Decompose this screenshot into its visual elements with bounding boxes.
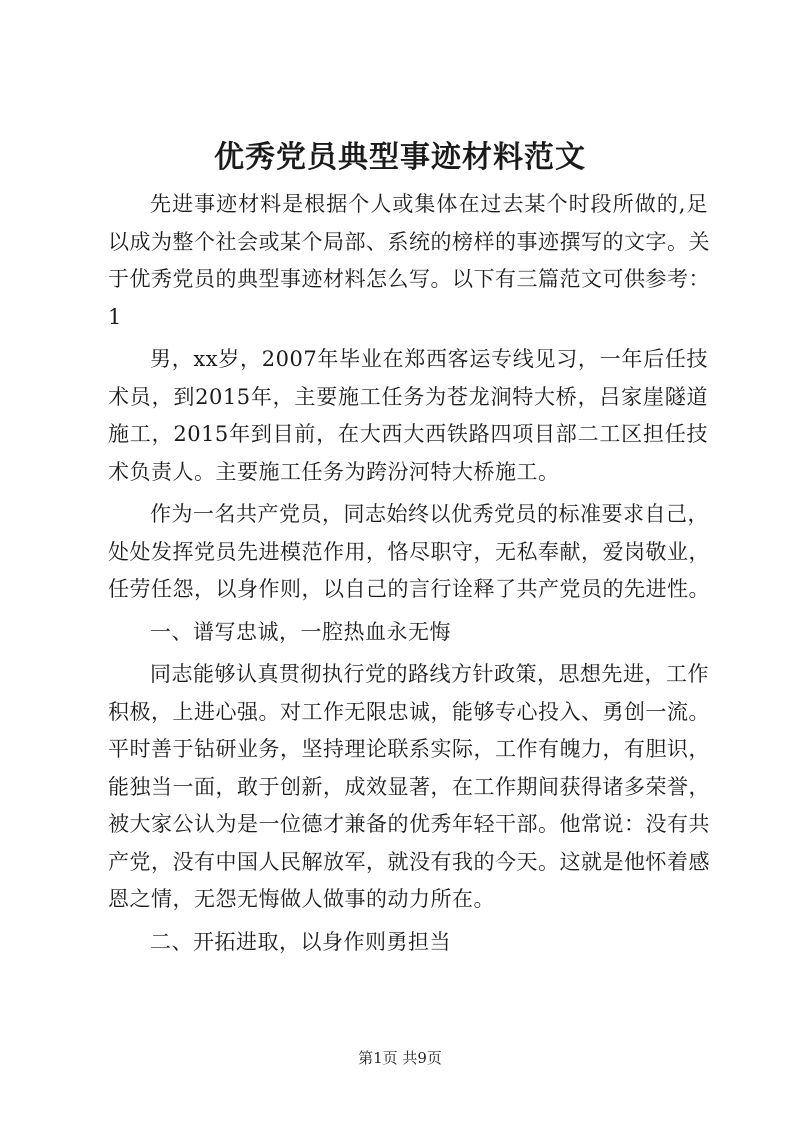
paragraph-line: 于优秀党员的典型事迹材料怎么写。以下有三篇范文可供参考： [108,267,710,291]
paragraph-line: 术员，到2015年，主要施工任务为苍龙涧特大桥，吕家崖隧道 [108,384,708,409]
document-body [108,186,708,961]
paragraph-line: 积极，上进心强。对工作无限忠诚，能够专心投入、勇创一流。 [108,699,710,724]
paragraph-line: 平时善于钻研业务，坚持理论联系实际，工作有魄力，有胆识， [108,737,710,761]
paragraph-line: 能独当一面，敢于创新，成效显著，在工作期间获得诸多荣誉， [108,774,710,799]
document-title: 优秀党员典型事迹材料范文 [214,140,586,175]
paragraph-line: 1 [108,304,122,329]
paragraph-line: 术负责人。主要施工任务为跨汾河特大桥施工。 [108,459,560,484]
paragraph-line: 产党，没有中国人民解放军，就没有我的今天。这就是他怀着感 [108,849,710,874]
section-heading: 一、谱写忠诚，一腔热血永无悔 [150,619,451,644]
paragraph-line: 先进事迹材料是根据个人或集体在过去某个时段所做的,足 [150,192,708,216]
paragraph-line: 作为一名共产党员，同志始终以优秀党员的标准要求自己， [150,502,709,526]
page-number: 第1页 共9页 [358,1049,442,1067]
paragraph-line: 被大家公认为是一位德才兼备的优秀年轻干部。他常说：没有共 [108,812,710,836]
section-heading: 二、开拓进取，以身作则勇担当 [150,929,451,954]
paragraph-line: 恩之情，无怨无悔做人做事的动力所在。 [108,887,495,911]
paragraph-line: 任劳任怨，以身作则，以自己的言行诠释了共产党员的先进性。 [108,577,710,601]
paragraph-line: 同志能够认真贯彻执行党的路线方针政策，思想先进，工作 [150,662,709,686]
paragraph-line: 处处发挥党员先进模范作用，恪尽职守，无私奉献，爱岗敬业， [108,539,710,564]
paragraph-line: 施工，2015年到目前，在大西大西铁路四项目部二工区担任技 [108,422,708,446]
paragraph-line: 以成为整个社会或某个局部、系统的榜样的事迹撰写的文字。关 [108,229,710,254]
paragraph-line: 男，xx岁，2007年毕业在郑西客运专线见习，一年后任技 [150,347,708,371]
